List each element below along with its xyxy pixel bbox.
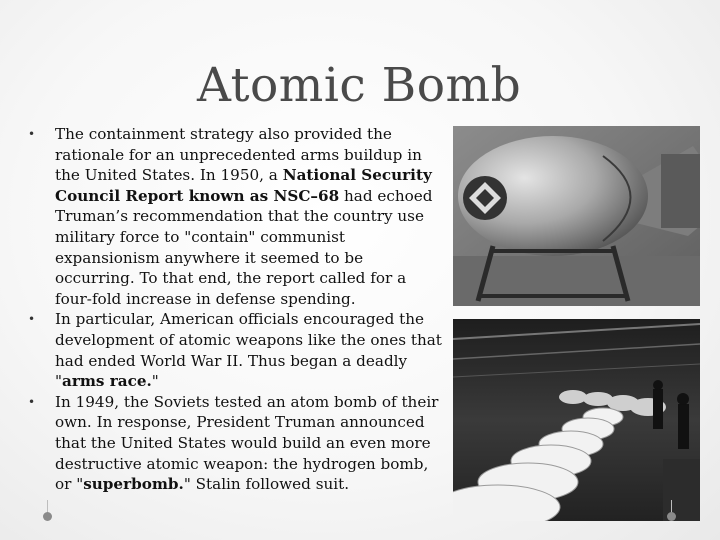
bullet-item xyxy=(28,392,444,495)
bullet-icon: • xyxy=(28,394,36,409)
bomb-casings-factory-photo xyxy=(453,319,700,521)
bullet-icon: • xyxy=(28,127,36,141)
bullet-list xyxy=(28,124,444,495)
bullet-item xyxy=(28,124,444,309)
bullet-text: The containment strategy also provided the rationale for an unprecedented arms buildup in the United States. In 1950, a National Security Council Report known as NSC–68 had echoed Truman’s recommendation that the country use military force to "contain" communist expansionism anywhere it seemed to be occurring. To that end, the report called for a four-fold increase in defense spending. xyxy=(55,125,433,308)
bullet-item xyxy=(28,309,444,391)
bold-text: superbomb. xyxy=(83,475,184,494)
bullet-text: In 1949, the Soviets tested an atom bomb of their own. In response, President Truman announced that the United States would build an even more destructive atomic weapon: the hydrogen bomb, or "superbomb." Stalin followed suit. xyxy=(55,392,439,494)
bullet-text: In particular, American officials encouraged the development of atomic weapons like the ones that had ended World War II. Thus began a deadly "arms race." xyxy=(55,310,442,391)
slide-title: Atomic Bomb xyxy=(197,58,522,113)
bullet-icon: • xyxy=(28,312,36,327)
bold-text: National Security Council Report known as NSC–68 xyxy=(55,166,432,205)
atomic-bomb-photo xyxy=(453,126,700,306)
decorative-dot-icon xyxy=(667,512,676,521)
bold-text: arms race. xyxy=(62,372,152,391)
decorative-dot-icon xyxy=(43,512,52,521)
